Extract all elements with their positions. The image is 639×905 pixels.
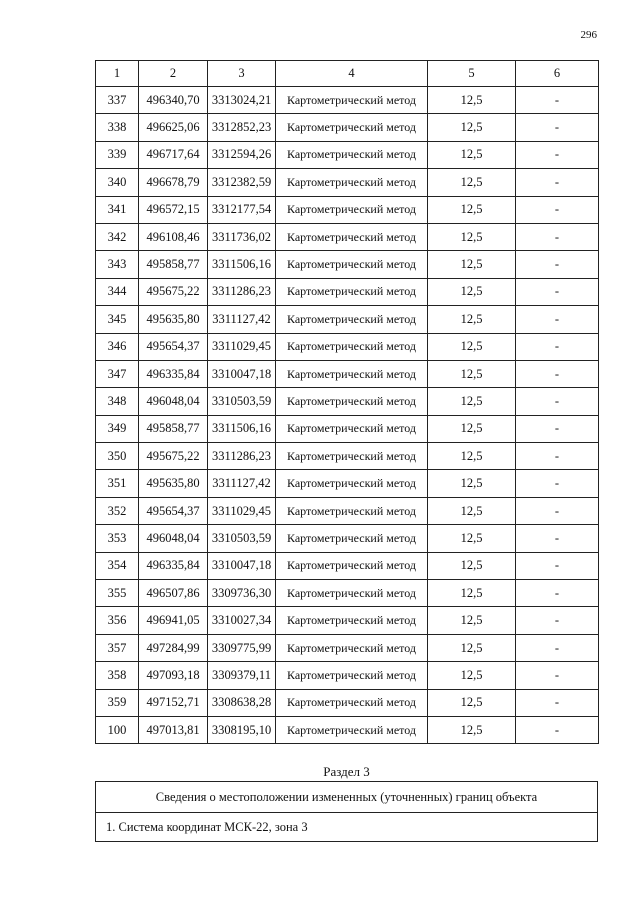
column-header: 2 (139, 61, 208, 87)
table-cell: Картометрический метод (276, 470, 428, 497)
table-cell: - (516, 360, 599, 387)
table-cell: 496625,06 (139, 114, 208, 141)
table-cell: 100 (96, 716, 139, 743)
table-cell: Картометрический метод (276, 114, 428, 141)
table-cell: - (516, 689, 599, 716)
table-cell: 12,5 (428, 552, 516, 579)
table-cell: - (516, 141, 599, 168)
table-cell: 3311029,45 (208, 497, 276, 524)
table-cell: 341 (96, 196, 139, 223)
table-cell: 495858,77 (139, 415, 208, 442)
table-row (96, 580, 599, 607)
table-cell: 12,5 (428, 716, 516, 743)
table-cell: 495654,37 (139, 497, 208, 524)
table-cell: Картометрический метод (276, 278, 428, 305)
table-row (96, 607, 599, 634)
table-cell: 3309775,99 (208, 634, 276, 661)
table-cell: 3311029,45 (208, 333, 276, 360)
table-row (96, 388, 599, 415)
table-cell: 496335,84 (139, 360, 208, 387)
table-cell: 338 (96, 114, 139, 141)
table-cell: 354 (96, 552, 139, 579)
table-cell: 356 (96, 607, 139, 634)
table-row (96, 360, 599, 387)
table-cell: 349 (96, 415, 139, 442)
section-heading: Сведения о местоположении измененных (уточненных) границ объекта (96, 782, 597, 813)
table-cell: 495635,80 (139, 306, 208, 333)
table-cell: Картометрический метод (276, 580, 428, 607)
table-cell: 3311127,42 (208, 470, 276, 497)
table-cell: 3312382,59 (208, 169, 276, 196)
table-cell: 3311127,42 (208, 306, 276, 333)
table-cell: 496572,15 (139, 196, 208, 223)
table-cell: - (516, 443, 599, 470)
table-row (96, 333, 599, 360)
table-cell: 497093,18 (139, 662, 208, 689)
table-cell: 3312852,23 (208, 114, 276, 141)
coordinates-table (95, 60, 599, 744)
table-cell: 3310047,18 (208, 552, 276, 579)
table-cell: 351 (96, 470, 139, 497)
table-cell: 3310027,34 (208, 607, 276, 634)
table-cell: 3308638,28 (208, 689, 276, 716)
table-cell: 12,5 (428, 388, 516, 415)
table-cell: 496335,84 (139, 552, 208, 579)
table-cell: - (516, 470, 599, 497)
table-header-row (96, 61, 599, 87)
table-cell: Картометрический метод (276, 141, 428, 168)
table-row (96, 716, 599, 743)
table-cell: - (516, 415, 599, 442)
table-cell: Картометрический метод (276, 607, 428, 634)
table-cell: 12,5 (428, 141, 516, 168)
table-cell: 496048,04 (139, 388, 208, 415)
table-cell: Картометрический метод (276, 196, 428, 223)
table-cell: 352 (96, 497, 139, 524)
table-cell: Картометрический метод (276, 223, 428, 250)
table-cell: 3309736,30 (208, 580, 276, 607)
table-cell: 343 (96, 251, 139, 278)
table-cell: 12,5 (428, 634, 516, 661)
section-title: Раздел 3 (323, 764, 370, 779)
table-cell: 496717,64 (139, 141, 208, 168)
table-cell: 12,5 (428, 333, 516, 360)
table-cell: 12,5 (428, 196, 516, 223)
table-cell: 12,5 (428, 360, 516, 387)
table-cell: 340 (96, 169, 139, 196)
table-cell: Картометрический метод (276, 552, 428, 579)
table-cell: Картометрический метод (276, 662, 428, 689)
table-row (96, 662, 599, 689)
table-cell: 12,5 (428, 306, 516, 333)
table-row (96, 196, 599, 223)
table-row (96, 306, 599, 333)
table-cell: 497152,71 (139, 689, 208, 716)
column-header: 3 (208, 61, 276, 87)
table-cell: 3311506,16 (208, 251, 276, 278)
table-cell: - (516, 525, 599, 552)
table-cell: Картометрический метод (276, 251, 428, 278)
table-cell: 3311286,23 (208, 443, 276, 470)
table-cell: 353 (96, 525, 139, 552)
table-cell: 12,5 (428, 223, 516, 250)
table-cell: 12,5 (428, 114, 516, 141)
coordinate-system-line: 1. Система координат МСК-22, зона 3 (106, 820, 308, 834)
table-row (96, 87, 599, 114)
table-cell: 3310047,18 (208, 360, 276, 387)
table-cell: 12,5 (428, 607, 516, 634)
table-cell: 12,5 (428, 689, 516, 716)
table-cell: 3309379,11 (208, 662, 276, 689)
table-cell: 12,5 (428, 251, 516, 278)
table-cell: 12,5 (428, 169, 516, 196)
table-cell: 495858,77 (139, 251, 208, 278)
table-body (96, 87, 599, 744)
table-row (96, 470, 599, 497)
table-cell: Картометрический метод (276, 169, 428, 196)
table-cell: Картометрический метод (276, 716, 428, 743)
table-row (96, 552, 599, 579)
table-cell: 496048,04 (139, 525, 208, 552)
table-cell: 495654,37 (139, 333, 208, 360)
table-cell: 355 (96, 580, 139, 607)
table-cell: 339 (96, 141, 139, 168)
table-cell: - (516, 716, 599, 743)
table-row (96, 251, 599, 278)
table-cell: 358 (96, 662, 139, 689)
table-cell: 3313024,21 (208, 87, 276, 114)
table-cell: Картометрический метод (276, 689, 428, 716)
table-cell: 12,5 (428, 662, 516, 689)
table-cell: - (516, 662, 599, 689)
table-cell: 496108,46 (139, 223, 208, 250)
table-cell: - (516, 634, 599, 661)
table-cell: 346 (96, 333, 139, 360)
table-cell: - (516, 223, 599, 250)
table-cell: Картометрический метод (276, 443, 428, 470)
table-cell: 357 (96, 634, 139, 661)
table-cell: Картометрический метод (276, 634, 428, 661)
table-cell: - (516, 552, 599, 579)
table-cell: 348 (96, 388, 139, 415)
table-cell: - (516, 388, 599, 415)
table-cell: 497013,81 (139, 716, 208, 743)
table-cell: 12,5 (428, 415, 516, 442)
table-cell: 3311286,23 (208, 278, 276, 305)
table-cell: 495635,80 (139, 470, 208, 497)
table-row (96, 169, 599, 196)
table-cell: 495675,22 (139, 278, 208, 305)
table-cell: 496941,05 (139, 607, 208, 634)
table-cell: 345 (96, 306, 139, 333)
table-cell: 347 (96, 360, 139, 387)
table-cell: 359 (96, 689, 139, 716)
table-cell: - (516, 278, 599, 305)
table-cell: 3310503,59 (208, 388, 276, 415)
table-cell: - (516, 169, 599, 196)
table-cell: - (516, 87, 599, 114)
page-number: 296 (580, 29, 597, 41)
table-cell: 12,5 (428, 497, 516, 524)
table-cell: 350 (96, 443, 139, 470)
table-cell: - (516, 333, 599, 360)
table-cell: 3311736,02 (208, 223, 276, 250)
table-cell: - (516, 497, 599, 524)
table-cell: Картометрический метод (276, 306, 428, 333)
column-header: 1 (96, 61, 139, 87)
table-cell: - (516, 196, 599, 223)
table-cell: Картометрический метод (276, 415, 428, 442)
table-row (96, 443, 599, 470)
table-cell: 496507,86 (139, 580, 208, 607)
table-cell: 12,5 (428, 525, 516, 552)
table-row (96, 141, 599, 168)
table-cell: - (516, 607, 599, 634)
table-cell: 342 (96, 223, 139, 250)
table-cell: 3312594,26 (208, 141, 276, 168)
table-cell: 3310503,59 (208, 525, 276, 552)
table-row (96, 278, 599, 305)
table-cell: - (516, 306, 599, 333)
table-cell: 12,5 (428, 470, 516, 497)
table-cell: Картометрический метод (276, 87, 428, 114)
table-cell: 495675,22 (139, 443, 208, 470)
table-cell: - (516, 580, 599, 607)
table-cell: 497284,99 (139, 634, 208, 661)
column-header: 4 (276, 61, 428, 87)
table-cell: 337 (96, 87, 139, 114)
section-info-box (95, 781, 598, 842)
table-cell: Картометрический метод (276, 497, 428, 524)
table-row (96, 525, 599, 552)
table-cell: 3312177,54 (208, 196, 276, 223)
table-cell: - (516, 251, 599, 278)
table-cell: 496678,79 (139, 169, 208, 196)
table-cell: 12,5 (428, 87, 516, 114)
table-cell: Картометрический метод (276, 388, 428, 415)
table-cell: Картометрический метод (276, 333, 428, 360)
table-row (96, 223, 599, 250)
table-row (96, 689, 599, 716)
column-header: 5 (428, 61, 516, 87)
table-cell: 12,5 (428, 580, 516, 607)
table-cell: - (516, 114, 599, 141)
table-cell: 344 (96, 278, 139, 305)
table-cell: 3308195,10 (208, 716, 276, 743)
table-row (96, 415, 599, 442)
table-row (96, 634, 599, 661)
table-cell: 3311506,16 (208, 415, 276, 442)
table-row (96, 497, 599, 524)
column-header: 6 (516, 61, 599, 87)
table-cell: 12,5 (428, 278, 516, 305)
table-cell: 12,5 (428, 443, 516, 470)
table-cell: Картометрический метод (276, 525, 428, 552)
table-cell: Картометрический метод (276, 360, 428, 387)
table-row (96, 114, 599, 141)
table-cell: 496340,70 (139, 87, 208, 114)
